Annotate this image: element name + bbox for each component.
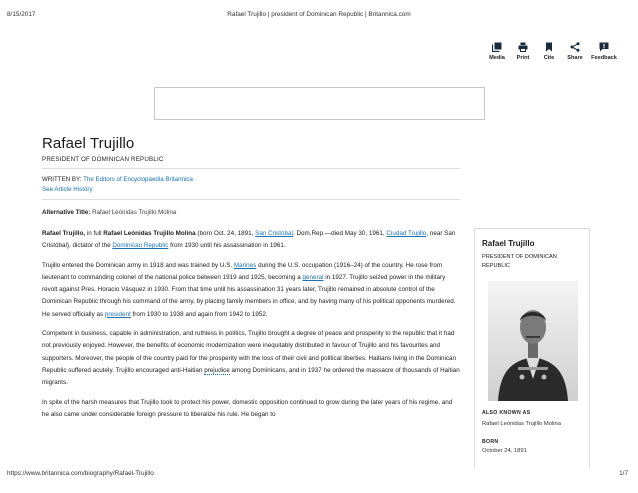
share-button[interactable] xyxy=(562,42,588,61)
inline-link[interactable]: Ciudad Trujillo xyxy=(386,230,427,237)
media-button[interactable] xyxy=(484,42,510,61)
text-run: In spite of the harsh measures that Trujillo took to protect his power, domestic opposition continued to grow during the later years of his regime, and he also came under considerable foreign pressure to liberalize his rule. He began to xyxy=(42,398,453,418)
article-history-link[interactable]: See Article History xyxy=(42,186,93,193)
article-paragraph xyxy=(42,228,460,253)
text-run: Competent in business, capable in administration, and ruthless in politics, Trujillo brought a degree of peace and prosperity to the republic that it had not previously enjoyed. However, the benefits of economic modernization were inequitably distributed in favour of Trujillo and his favourites and supporters. Moreover, the people of the country paid for the prosperity with the loss of their civil and political liberties. Haitians living in the Dominican Republic suffered acutely. Trujillo encouraged anti-Haitian xyxy=(42,330,457,374)
born-value: October 24, 1891 xyxy=(482,448,527,454)
feedback-button[interactable] xyxy=(588,42,620,61)
print-page-number: 1/7 xyxy=(619,470,628,477)
quick-facts-sidebar xyxy=(474,228,590,468)
print-label: Print xyxy=(516,55,530,61)
text-run: , near San Cristóbal), dictator of the xyxy=(42,230,456,250)
article-toolbar xyxy=(484,42,620,61)
cite-button[interactable] xyxy=(536,42,562,61)
article-paragraph xyxy=(42,260,460,321)
print-icon xyxy=(518,42,528,52)
article-paragraph xyxy=(42,328,460,389)
print-doc-title: Rafael Trujillo | president of Dominican Republic | Britannica.com xyxy=(227,11,411,18)
feedback-icon xyxy=(599,42,609,52)
alternative-title xyxy=(42,209,176,216)
text-run: (born Oct. 24, 1891, xyxy=(195,230,256,237)
print-button[interactable] xyxy=(510,42,536,61)
text-run: in 1927. Trujillo seized power in the military revolt against Pres. Horacio Vásquez in 1930. From that time until his assassination 31 years later, Trujillo remained in absolute control of the Dominican Republic through his command of the army, by placing family members in office, and by having many of his political opponents murdered. He served officially as xyxy=(42,273,456,318)
media-icon xyxy=(492,42,502,52)
written-by xyxy=(42,176,193,183)
born-label: BORN xyxy=(482,439,499,445)
media-label: Media xyxy=(489,55,505,61)
text-run: , Dom.Rep.—died May 30, 1961, xyxy=(292,230,387,237)
written-by-label: WRITTEN BY: xyxy=(42,176,82,183)
article-paragraph xyxy=(42,397,460,422)
divider xyxy=(42,168,460,169)
feedback-label: Feedback xyxy=(591,55,617,61)
also-known-as-label: ALSO KNOWN AS xyxy=(482,410,531,416)
bold-text: Rafael Leónidas Trujillo Molina xyxy=(103,230,196,237)
bold-text: Rafael Trujillo, xyxy=(42,230,86,237)
bookmark-icon xyxy=(544,42,554,52)
also-known-as-value: Rafael Leónidas Trujillo Molina xyxy=(482,421,561,427)
text-run: during the U.S. occupation (1916–24) of the country. He rose from lieutenant to commanding colonel of the national police between 1919 and 1925, becoming a xyxy=(42,261,443,281)
portrait-illustration xyxy=(488,281,578,401)
text-run: from 1930 until his assassination in 1961. xyxy=(168,242,286,250)
sidebar-subtitle: PRESIDENT OF DOMINICAN REPUBLIC xyxy=(482,254,557,269)
author-link[interactable]: The Editors of Encyclopaedia Britannica xyxy=(83,176,193,183)
divider xyxy=(42,199,460,200)
page-title: Rafael Trujillo xyxy=(42,135,135,152)
text-run: from 1930 to 1938 and again from 1942 to 1952. xyxy=(130,310,268,318)
text-run: among Dominicans, and in 1937 he ordered the massacre of thousands of Haitian migrants. xyxy=(42,366,460,387)
article-body xyxy=(42,228,460,428)
print-url: https://www.britannica.com/biography/Rafael-Trujillo xyxy=(7,470,154,477)
share-icon xyxy=(570,42,580,52)
page-subtitle: PRESIDENT OF DOMINICAN REPUBLIC xyxy=(42,156,164,163)
alternative-title-value: Rafael Leónidas Trujillo Molina xyxy=(92,209,177,216)
inline-link[interactable]: San Cristóbal xyxy=(255,230,293,237)
print-date: 8/15/2017 xyxy=(7,11,36,18)
inline-link[interactable]: Marines xyxy=(233,261,257,269)
cite-label: Cite xyxy=(543,55,555,61)
inline-link[interactable]: president xyxy=(104,310,131,318)
glossary-term[interactable]: prejudice xyxy=(204,366,230,374)
text-run: in full xyxy=(85,230,104,237)
inline-link[interactable]: Dominican Republic xyxy=(112,242,169,250)
share-label: Share xyxy=(567,55,583,61)
text-run: Trujillo entered the Dominican army in 1918 and was trained by U.S. xyxy=(42,261,234,269)
inline-link[interactable]: general xyxy=(302,273,324,281)
portrait-image[interactable] xyxy=(488,281,578,401)
ad-placeholder xyxy=(154,87,485,120)
sidebar-title: Rafael Trujillo xyxy=(482,239,535,248)
alternative-title-label: Alternative Title: xyxy=(42,209,91,216)
